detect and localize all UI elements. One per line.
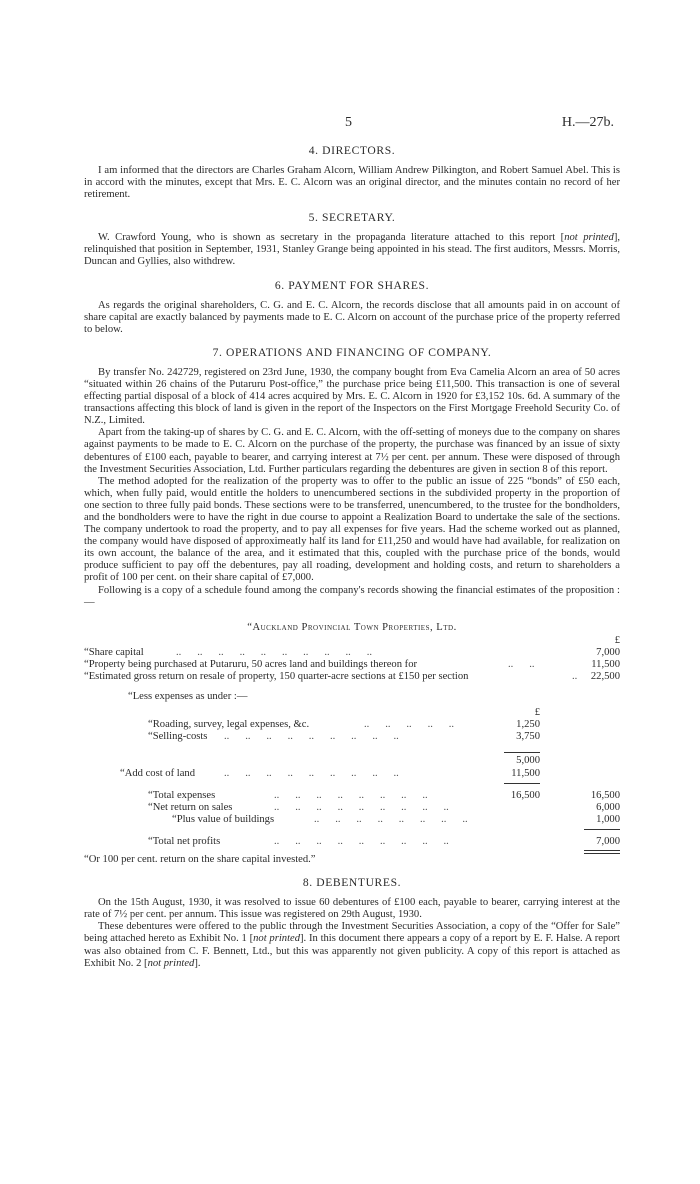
section-heading-secretary: 5. SECRETARY.	[308, 211, 396, 225]
schedule-row: “Add cost of land .. .. .. .. .. .. .. .. .. 11,500	[120, 767, 540, 779]
schedule-row: “Less expenses as under :—	[128, 691, 248, 703]
section-heading-debentures: 8. DEBENTURES.	[302, 876, 402, 890]
page-number: 5	[345, 115, 352, 130]
schedule-row: “Selling-costs .. .. .. .. .. .. .. .. .. 3,750	[148, 731, 540, 743]
schedule-row: 5,000	[516, 755, 540, 767]
schedule-row: “Property being purchased at Putaruru, 50 acres land and buildings thereon for .. .. 11,500	[84, 658, 620, 670]
section-heading-payment: 6. PAYMENT FOR SHARES.	[274, 278, 430, 292]
operations-paragraph-2: Apart from the taking-up of shares by C. G. and E. C. Alcorn, with the off-setting of moneys due to the company on shares against payments to be made to E. C. Alcorn on the purchase of the property, the purchase was financed by an issue of sixty debentures of £100 each, payable to bearer, and carrying interest at 7½ per cent. per annum. These were disposed of through the Investment Securities Association, Ltd. Further particulars regarding the debentures are given in section 8 of this report.	[84, 427, 620, 475]
schedule-row: “Estimated gross return on resale of property, 150 quarter-acre sections at £150 per section .. 22,500	[84, 671, 620, 682]
schedule-row: “Total net profits .. .. .. .. .. .. .. .. .. 7,000	[148, 835, 620, 847]
expenses-rule	[84, 780, 620, 786]
directors-paragraph: I am informed that the directors are Charles Graham Alcorn, William Andrew Pilkington, and Robert Samuel Abel. This is in accord with the minutes, except that Mrs. E. C. Alcorn was an original director, and the minutes contain no record of her retirement.	[84, 165, 620, 201]
schedule-row: “Net return on sales .. .. .. .. .. .. .. .. .. 6,000	[148, 801, 620, 813]
operations-paragraph-3: The method adopted for the realization of the property was to offer to the public an issue of 225 “bonds” of £50 each, which, when fully paid, would entitle the holders to unencumbered sections in the subdivided property in the proportion of one section to three fully paid bonds. These sections were to be transferred, unencumbered, to the trustee for the bondholders, and the bondholders were to have the right in due course to appoint a Realization Board to undertake the sale of the sections. The company undertook to road the property, and to pay all expenses for five years. Had the scheme worked out as planned, the company would have disposed of approximeatly half its land for £11,250 and would have had available, for realization on its own account, the balance of the area, and it estimated that this, coupled with the purchase price of the bonds, would produce sufficient to pay off the debentures, pay all roading, development and holding costs, and return to shareholders a profit of 100 per cent. on their share capital of £7,000.	[84, 475, 620, 584]
financial-schedule	[84, 635, 620, 866]
schedule-row: “Plus value of buildings .. .. .. .. .. .. .. .. 1,000	[172, 813, 620, 825]
page-header	[0, 117, 700, 133]
operations-paragraph-1: By transfer No. 242729, registered on 23rd June, 1930, the company bought from Eva Camelia Alcorn an area of 50 acres “situated within 26 chains of the Putaruru Post-office,” the purchase price being £11,500. This transaction is one of several effecting partial disposal of a block of 414 acres acquired by Mrs. E. C. Alcorn in 1920 for £3,152 10s. 6d. A summary of the transactions affecting this block of land is given in the report of the Inspectors on the First Mortgage Freehold Security Co. of N.Z., Limited.	[84, 366, 620, 427]
debentures-paragraph-1: On the 15th August, 1930, it was resolved to issue 60 debentures of £100 each, payable to bearer, carrying interest at the rate of 7½ per cent. per annum. This issue was registered on 29th August, 1930.	[84, 897, 620, 921]
schedule-title: “Auckland Provincial Town Properties, Ltd.	[247, 621, 457, 633]
secretary-paragraph: W. Crawford Young, who is shown as secretary in the propaganda literature attached to this report [not printed], relinquished that position in September, 1931, Stanley Grange being appointed in his stead. The first auditors, Messrs. Morris, Duncan and Gyllies, also withdrew.	[84, 232, 620, 268]
document-reference: H.—27b.	[561, 115, 614, 130]
schedule-row: “Share capital .. .. .. .. .. .. .. .. .. .. 7,000	[84, 646, 620, 658]
section-heading-operations: 7. OPERATIONS AND FINANCING OF COMPANY.	[212, 345, 492, 359]
document-body	[84, 144, 620, 970]
operations-paragraph-4: Following is a copy of a schedule found among the company's records showing the financial estimates of the proposition :—	[84, 584, 620, 608]
payment-paragraph: As regards the original shareholders, C. G. and E. C. Alcorn, the records disclose that all amounts paid in on account of share capital are exactly balanced by payments made to E. C. Alcorn on account of the purchase price of the property referred to below.	[84, 299, 620, 335]
schedule-closing: “Or 100 per cent. return on the share capital invested.”	[84, 854, 316, 866]
pound-sign-subcolumn: £	[534, 707, 540, 719]
profit-rule	[84, 826, 620, 832]
section-heading-directors: 4. DIRECTORS.	[308, 144, 396, 157]
schedule-row: “Total expenses .. .. .. .. .. .. .. .. 16,500 16,500	[148, 789, 620, 801]
pound-sign-header: £	[614, 634, 620, 646]
debentures-paragraph-2: These debentures were offered to the public through the Investment Securities Association, a copy of the “Offer for Sale” being attached hereto as Exhibit No. 1 [not printed]. In this document there appears a copy of a report by E. F. Halse. A report was also obtained from C. F. Bennett, Ltd., but this was apparently not given publicity. A copy of this report is attached as Exhibit No. 2 [not printed].	[84, 921, 620, 969]
schedule-row: “Roading, survey, legal expenses, &c. .. .. .. .. .. 1,250	[148, 719, 540, 731]
